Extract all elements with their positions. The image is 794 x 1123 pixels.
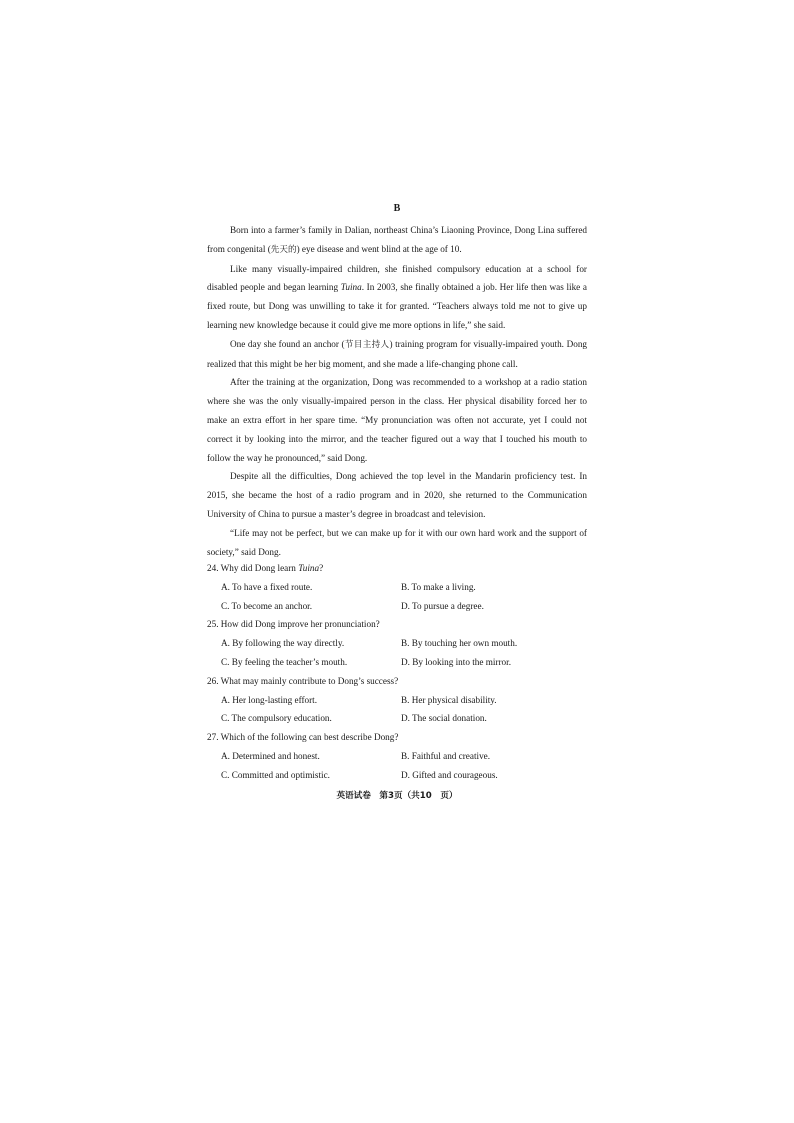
paragraph-3: One day she found an anchor (节目主持人) training program for visually-impaired youth. Dong realized that this might be her big moment, and she made a life-changing phone call. (207, 338, 588, 369)
question-stem: 25. How did Dong improve her pronunciation? (207, 619, 380, 630)
option-a: A. Determined and honest. (221, 750, 320, 761)
answer-options (207, 691, 587, 729)
paragraph-1: Born into a farmer’s family in Dalian, northeast China’s Liaoning Province, Dong Lina suffered from congenital (先天的) eye disease and went blind at the age of 10. (207, 225, 587, 255)
answer-options (207, 634, 587, 672)
question-stem: 27. Which of the following can best describe Dong? (207, 732, 399, 743)
option-a: A. To have a fixed route. (221, 581, 313, 592)
option-c: C. The compulsory education. (221, 713, 332, 724)
answer-options (207, 578, 587, 616)
option-c: C. To become an anchor. (221, 600, 313, 611)
paragraph-2: Like many visually-impaired children, she finished compulsory education at a school for disabled people and began learning Tuina. In 2003, she finally obtained a job. Her life then was like a fixed route, but Dong was unwilling to take it for granted. “Teachers always told me not to give up learning new knowledge because it could give me more options in life,” she said. (207, 263, 587, 330)
option-d: D. By looking into the mirror. (401, 656, 511, 667)
paragraph-5: Despite all the difficulties, Dong achieved the top level in the Mandarin proficiency test. In 2015, she became the host of a radio program and in 2020, she returned to the Communication University of China to pursue a master’s degree in broadcast and television. (207, 471, 587, 519)
question-stem: 26. What may mainly contribute to Dong’s success? (207, 675, 399, 686)
option-b: B. Her physical disability. (401, 694, 497, 705)
question-list (207, 559, 587, 785)
option-d: D. To pursue a degree. (401, 600, 484, 611)
question-stem: 24. Why did Dong learn Tuina? (207, 563, 324, 573)
paragraph-4: After the training at the organization, Dong was recommended to a workshop at a radio station where she was the only visually-impaired person in the class. Her physical disability forced her to make an extra effort in her spare time. “My pronunciation was often not accurate, yet I could not correct it by looking into the mirror, and the teacher figured out a way that I touched his mouth to follow the way he pronounced,” said Dong. (207, 377, 587, 463)
question-27 (207, 728, 587, 784)
page-footer: 英语试卷 第3页（共10 页） (336, 791, 458, 801)
option-d: D. The social donation. (401, 713, 487, 724)
paragraph-6: “Life may not be perfect, but we can make up for it with our own hard work and the support of society,” said Dong. (207, 527, 587, 557)
option-c: C. Committed and optimistic. (221, 769, 330, 780)
option-b: B. Faithful and creative. (401, 750, 491, 761)
option-a: A. Her long-lasting effort. (221, 694, 318, 705)
answer-options (207, 747, 587, 785)
question-26 (207, 672, 587, 728)
option-d: D. Gifted and courageous. (401, 769, 498, 780)
question-24 (207, 559, 587, 615)
option-a: A. By following the way directly. (221, 638, 345, 649)
option-c: C. By feeling the teacher’s mouth. (221, 656, 348, 667)
section-title: B (393, 203, 401, 214)
reading-passage (207, 221, 587, 561)
question-25 (207, 615, 587, 671)
option-b: B. To make a living. (401, 581, 476, 592)
option-b: B. By touching her own mouth. (401, 638, 518, 649)
